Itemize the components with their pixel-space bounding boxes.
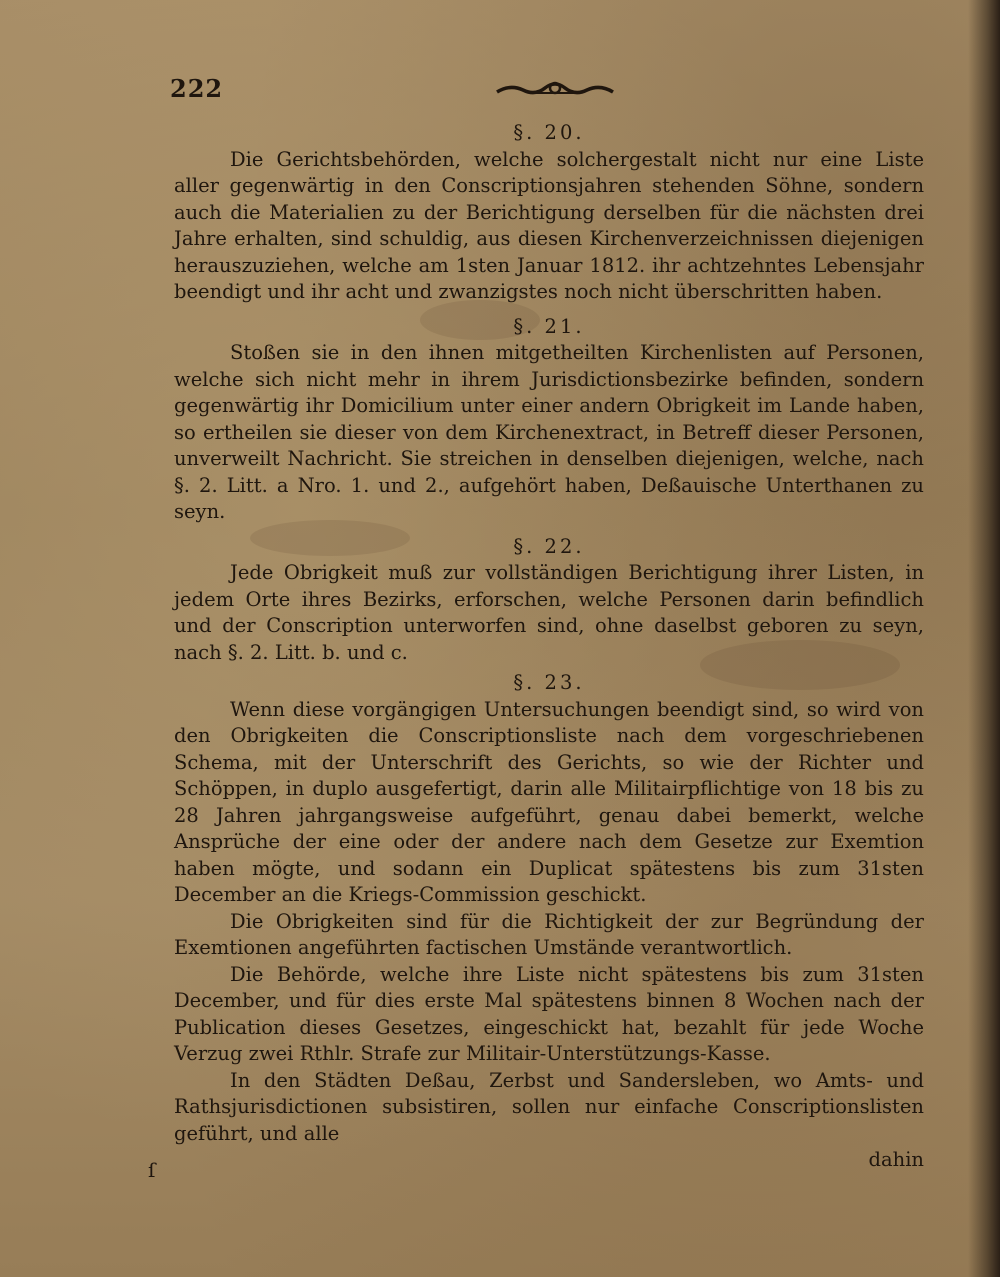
catchword: dahin [868,1148,924,1171]
header-ornament-icon [495,78,615,100]
section-mark: §. 20. [513,121,585,144]
paragraph: Die Gerichtsbehörden, welche solchergestalt nicht nur eine Liste aller gegenwärtig in den Conscriptionsjahren stehenden Söhne, sondern auch die Materialien zu der Berichtigung derselben für die nächsten drei Jahre erhalten, sind schuldig, aus diesen Kirchenverzeichnissen diejenigen herauszuziehen, welche am 1sten Januar 1812. ihr achtzehntes Lebensjahr beendigt und ihr acht und zwanzigstes noch nicht überschritten haben. [174,147,924,303]
section-22 [174,534,924,667]
paragraph: Die Obrigkeiten sind für die Richtigkeit der zur Begründung der Exemtionen angeführten factischen Umstände verantwortlich. [174,909,924,959]
section-mark: §. 23. [513,671,585,694]
page-number: 222 [170,74,224,103]
paragraph: Jede Obrigkeit muß zur vollständigen Berichtigung ihrer Listen, in jedem Orte ihres Bezirks, erforschen, welche Personen darin befindlich und der Conscription unterworfen sind, ohne daselbst geboren zu seyn, nach §. 2. Litt. b. und c. [174,561,924,664]
section-mark: §. 21. [513,314,585,338]
page-edge-shadow [968,0,1000,1277]
section-mark: §. 22. [513,534,585,558]
paragraph: Die Behörde, welche ihre Liste nicht spätestens bis zum 31sten December, und für dies erste Mal spätestens binnen 8 Wochen nach der Publication dieses Gesetzes, eingeschickt hat, bezahlt für jede Woche Verzug zwei Rthlr. Strafe zur Militair-Unterstützungs-Kasse. [174,962,924,1065]
paragraph: Stoßen sie in den ihnen mitgetheilten Kirchenlisten auf Personen, welche sich nicht mehr in ihrem Jurisdictionsbezirke befinden, sondern gegenwärtig ihr Domicilium unter einer andern Obrigkeit im Lande haben, so ertheilen sie dieser von dem Kirchenextract, in Betreff dieser Personen, unverweilt Nachricht. Sie streichen in denselben diejenigen, welche, nach §. 2. Litt. a Nro. 1. und 2., aufgehört haben, Deßauische Unterthanen zu seyn. [174,341,924,523]
page-header [170,74,930,104]
margin-mark-icon: ſ [148,1158,156,1182]
paragraph: In den Städten Deßau, Zerbst und Sandersleben, wo Amts- und Rathsjurisdictionen subsistiren, sollen nur einfache Conscriptionslisten geführt, und alle [174,1068,924,1145]
paragraph: Wenn diese vorgängigen Untersuchungen beendigt sind, so wird von den Obrigkeiten die Conscriptionsliste nach dem vorgeschriebenen Schema, mit der Unterschrift des Gerichts, so wie der Richter und Schöppen, in duplo ausgefertigt, darin alle Militairpflichtige von 18 bis zu 28 Jahren jahrgangsweise aufgeführt, genau dabei bemerkt, welche Ansprüche der eine oder der andere nach dem Gesetze zur Exemtion haben mögte, und sodann ein Duplicat spätestens bis zum 31sten December an die Kriegs-Commission geschickt. [174,697,924,906]
section-20 [174,120,924,306]
section-23 [174,670,924,1174]
section-21 [174,314,924,526]
body-text [174,120,924,1174]
